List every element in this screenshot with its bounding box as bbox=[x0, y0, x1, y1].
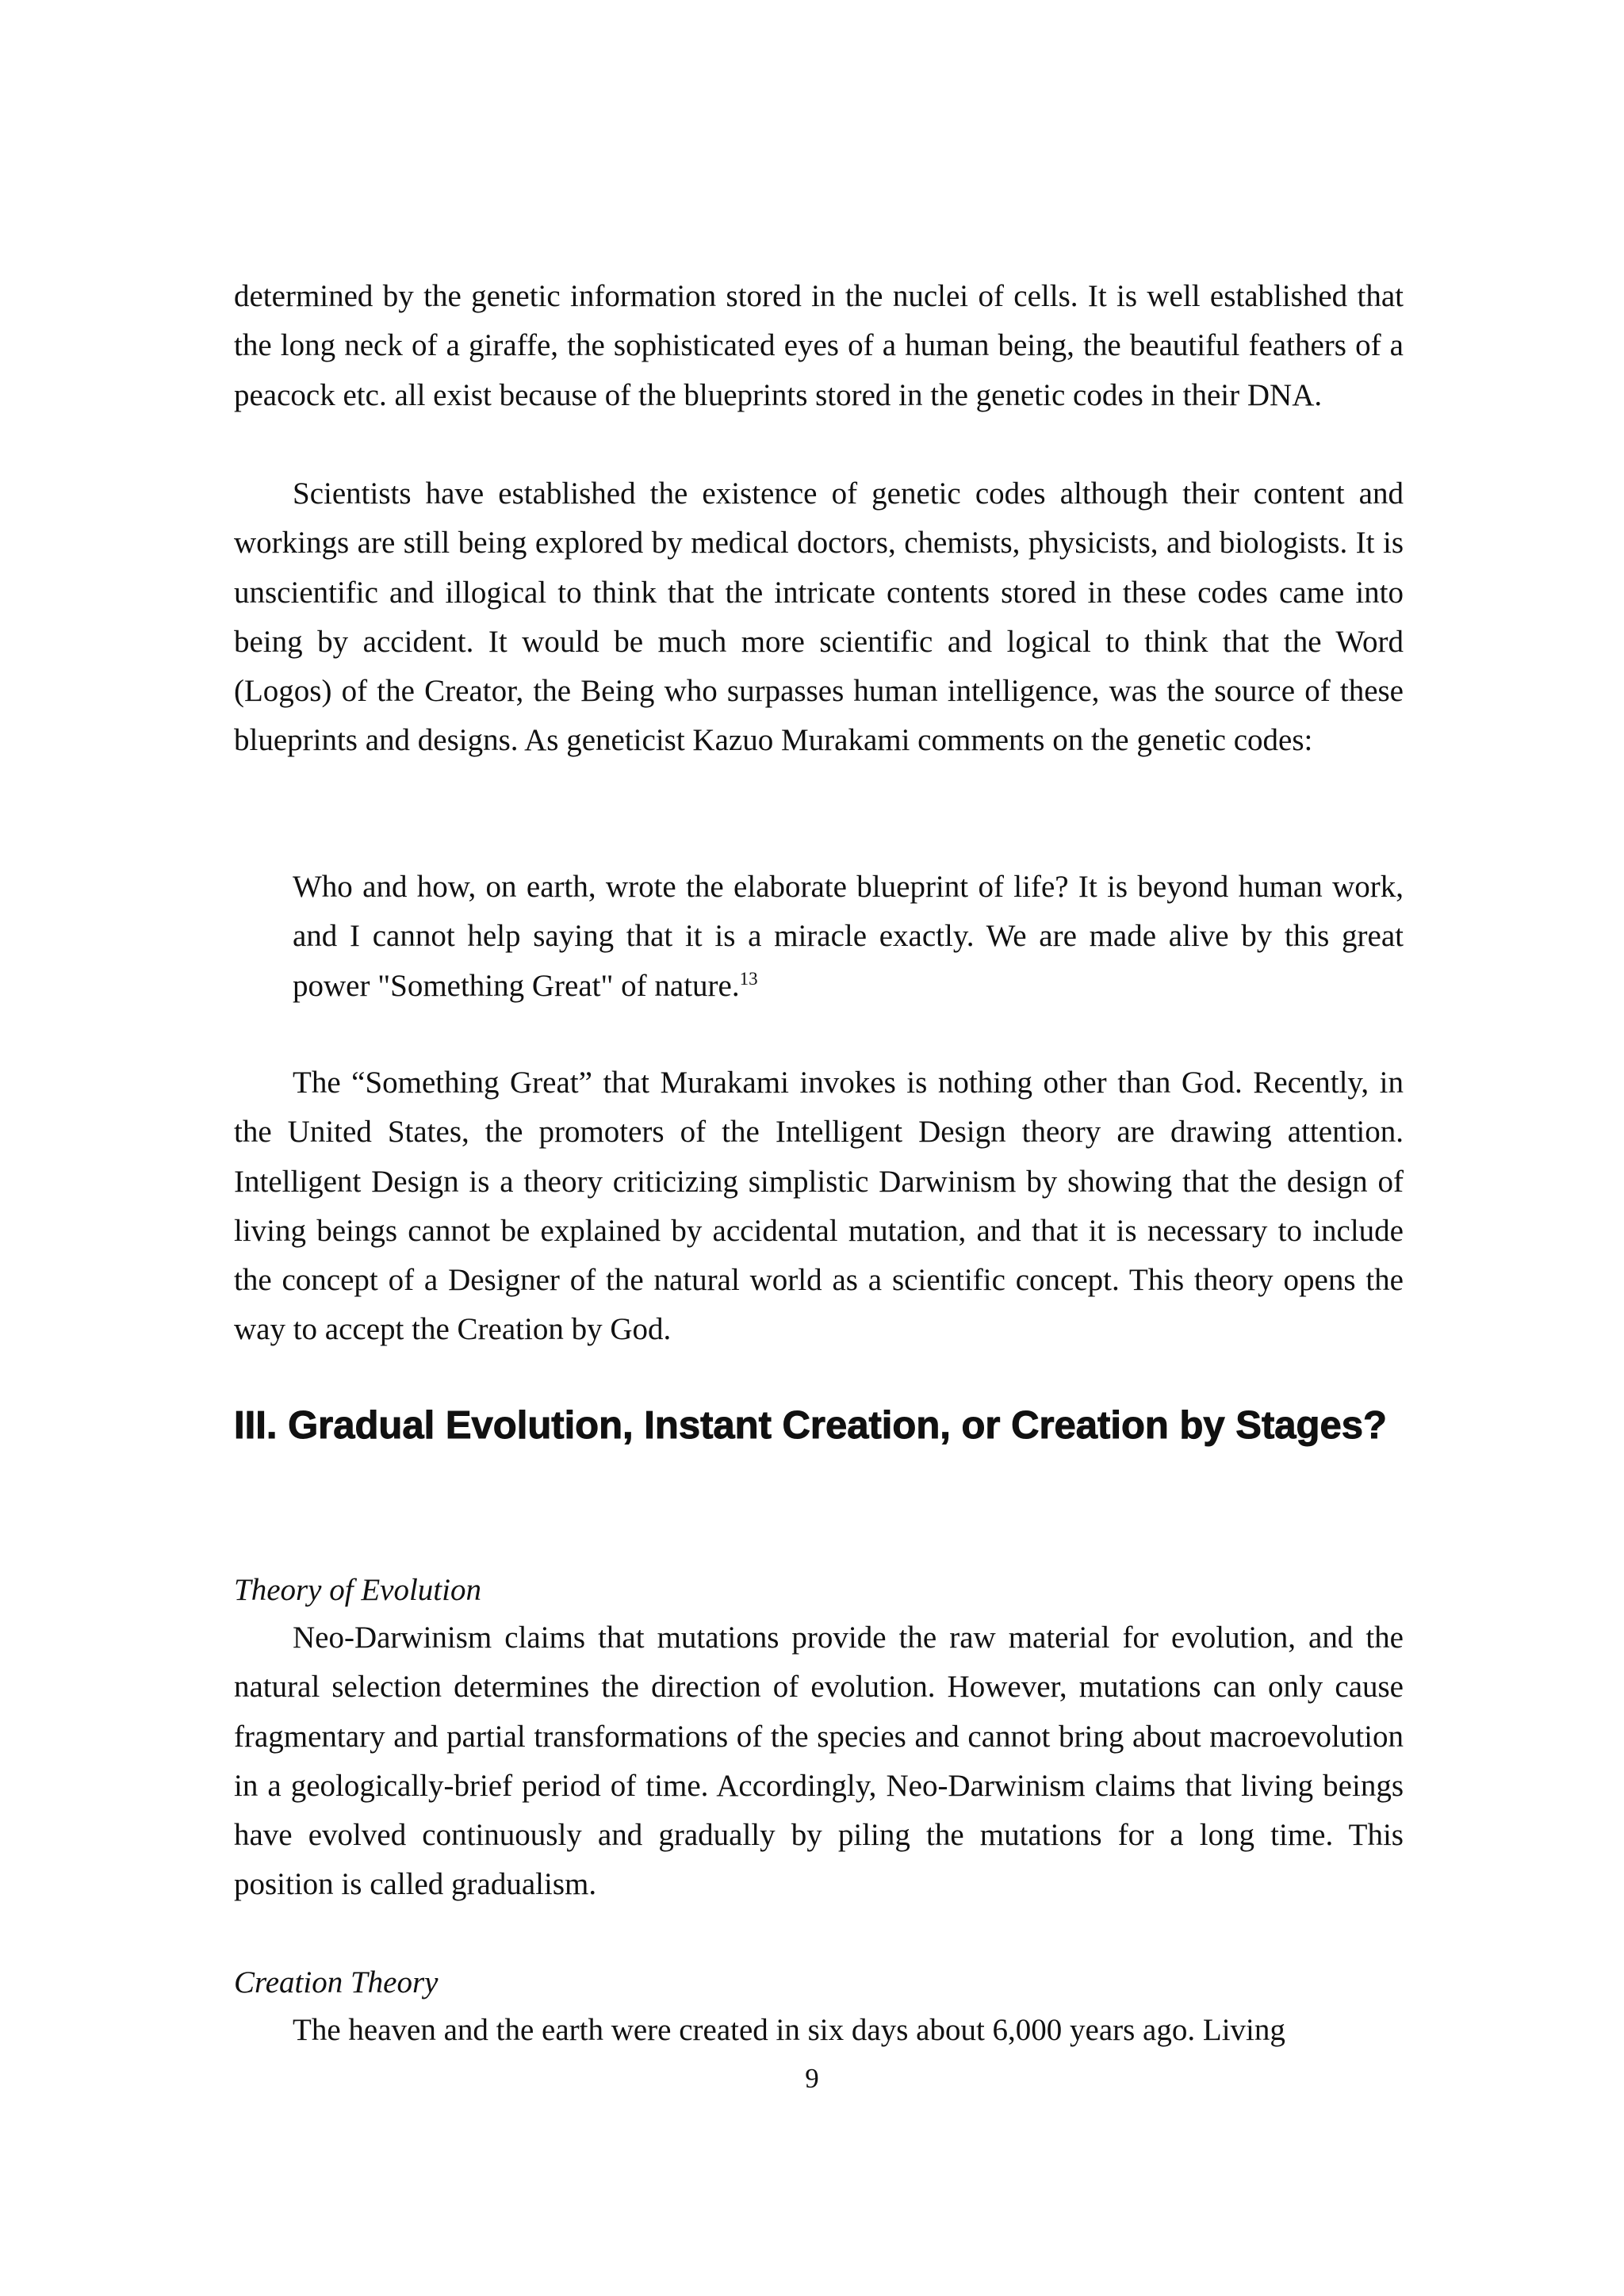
section-heading: III. Gradual Evolution, Instant Creation, or Creation by Stages? bbox=[234, 1404, 1387, 1447]
subsection-title-theory-of-evolution: Theory of Evolution bbox=[234, 1573, 481, 1607]
page-number: 9 bbox=[805, 2063, 819, 2094]
subsection-title-creation-theory: Creation Theory bbox=[234, 1965, 439, 1999]
paragraph-genetic-information: determined by the genetic information stored in the nuclei of cells. It is well established that the long neck of a giraffe, the sophisticated eyes of a human being, the beautiful feathers of a peacock etc. all exist because of the blueprints stored in the genetic codes in their DNA. bbox=[234, 279, 1404, 412]
paragraph-something-great: The “Something Great” that Murakami invokes is nothing other than God. Recently, in the United States, the promoters of the Intelligent Design theory are drawing attention. Intelligent Design is a theory criticizing simplistic Darwinism by showing that the design of living beings cannot be explained by accidental mutation, and that it is necessary to include the concept of a Designer of the natural world as a scientific concept. This theory opens the way to accept the Creation by God. bbox=[234, 1066, 1404, 1347]
block-quote-murakami bbox=[293, 863, 1404, 1011]
footnote-reference: 13 bbox=[739, 968, 758, 989]
paragraph-neo-darwinism: Neo-Darwinism claims that mutations provide the raw material for evolution, and the natural selection determines the direction of evolution. However, mutations can only cause fragmentary and partial transformations of the species and cannot bring about macroevolution in a geologically-brief period of time. Accordingly, Neo-Darwinism claims that living beings have evolved continuously and gradually by piling the mutations for a long time. This position is called gradualism. bbox=[234, 1621, 1404, 1902]
paragraph-genetic-codes: Scientists have established the existence of genetic codes although their content and workings are still being explored by medical doctors, chemists, physicists, and biologists. It is unscientific and illogical to think that the intricate contents stored in these codes came into being by accident. It would be much more scientific and logical to think that the Word (Logos) of the Creator, the Being who surpasses human intelligence, was the source of these blueprints and designs. As geneticist Kazuo Murakami comments on the genetic codes: bbox=[234, 476, 1404, 758]
paragraph-creation-theory: The heaven and the earth were created in six days about 6,000 years ago. Living bbox=[293, 2013, 1285, 2047]
quote-text: Who and how, on earth, wrote the elaborate blueprint of life? It is beyond human work, and I cannot help saying that it is a miracle exactly. We are made alive by this great power "Something Great" of nature. bbox=[293, 870, 1404, 1003]
